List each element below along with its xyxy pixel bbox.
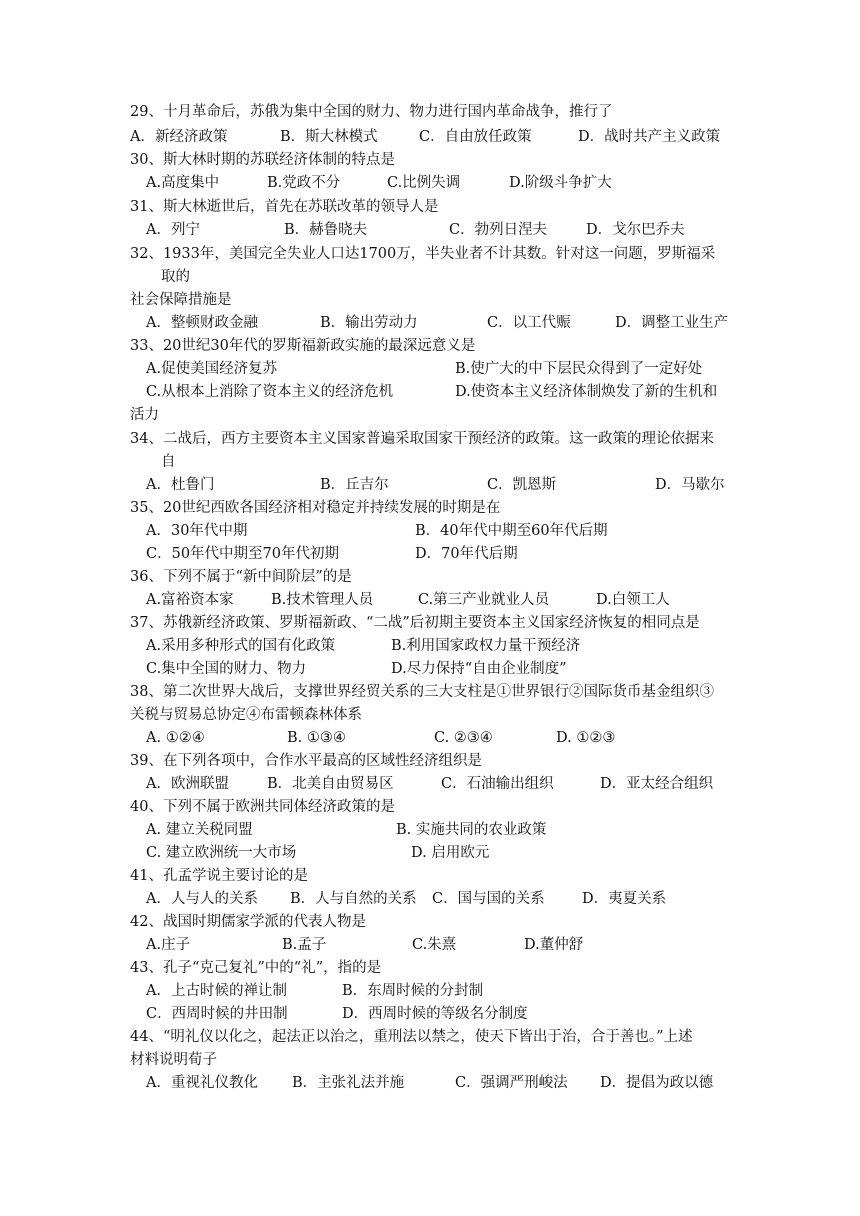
question-44-option-d: D．提倡为政以德 [600, 1075, 714, 1091]
question-41-stem: 41、孔孟学说主要讨论的是 [130, 868, 308, 884]
question-33-option-d-cont: 活力 [130, 407, 159, 423]
question-30-option-c: C.比例失调 [387, 175, 461, 191]
question-33-stem: 33、20世纪30年代的罗斯福新政实施的最深远意义是 [130, 338, 476, 354]
question-44-option-c: C．强调严刑峻法 [455, 1075, 568, 1091]
question-37-option-c: C.集中全国的财力、物力 [146, 661, 307, 677]
question-35-option-d: D．70年代后期 [415, 546, 518, 562]
question-32-stem-line3: 社会保障措施是 [130, 292, 232, 308]
question-31-option-b: B．赫鲁晓夫 [284, 222, 368, 238]
question-36-option-d: D.白领工人 [596, 592, 670, 608]
question-37-option-a: A.采用多种形式的国有化政策 [146, 638, 336, 654]
question-37-option-b: B.利用国家政权力量干预经济 [391, 638, 581, 654]
question-30-option-d: D.阶级斗争扩大 [509, 175, 612, 191]
question-33-option-c: C.从根本上消除了资本主义的经济危机 [146, 384, 394, 400]
question-43-option-a: A．上古时候的禅让制 [146, 983, 287, 999]
question-32-option-b: B．输出劳动力 [320, 315, 418, 331]
question-29-option-d: D．战时共产主义政策 [578, 129, 721, 145]
question-40-option-b: B. 实施共同的农业政策 [396, 822, 547, 838]
question-35-stem: 35、20世纪西欧各国经济相对稳定并持续发展的时期是在 [130, 500, 501, 516]
question-32-option-a: A．整顿财政金融 [146, 315, 258, 331]
question-41-option-a: A．人与人的关系 [146, 891, 258, 907]
question-43-stem: 43、孔子“克己复礼”中的“礼”，指的是 [130, 960, 382, 976]
question-34-option-b: B．丘吉尔 [320, 477, 389, 493]
question-41-option-d: D．夷夏关系 [582, 891, 667, 907]
question-40-option-d: D. 启用欧元 [411, 845, 490, 861]
question-33-option-a: A.促使美国经济复苏 [146, 361, 278, 377]
question-38-option-a: A. ①②④ [146, 730, 205, 746]
question-38-option-d: D. ①②③ [556, 730, 616, 746]
question-43-option-c: C．西周时候的井田制 [146, 1006, 288, 1022]
question-31-option-c: C．勃列日涅夫 [449, 222, 548, 238]
question-36-option-b: B.技术管理人员 [271, 592, 374, 608]
question-39-option-d: D．亚太经合组织 [600, 776, 714, 792]
question-41-option-c: C．国与国的关系 [432, 891, 545, 907]
question-32-stem: 32、1933年，美国完全失业人口达1700万，半失业者不计其数。针对这一问题，罗斯福采 [130, 246, 716, 262]
question-34-stem: 34、二战后，西方主要资本主义国家普遍采取国家干预经济的政策。这一政策的理论依据来 [130, 431, 714, 447]
question-39-option-c: C．石油输出组织 [441, 776, 554, 792]
question-42-stem: 42、战国时期儒家学派的代表人物是 [130, 914, 366, 930]
question-31-option-a: A．列宁 [146, 222, 200, 238]
question-42-option-b: B.孟子 [282, 937, 327, 953]
question-32-option-c: C．以工代赈 [487, 315, 571, 331]
question-30-option-a: A.高度集中 [146, 175, 220, 191]
question-34-stem-cont: 自 [161, 454, 176, 470]
question-38-stem: 38、第二次世界大战后，支撑世界经贸关系的三大支柱是①世界银行②国际货币基金组织③ [130, 684, 714, 700]
question-30-option-b: B.党政不分 [267, 175, 341, 191]
question-42-option-d: D.董仲舒 [524, 937, 584, 953]
question-35-option-c: C．50年代中期至70年代初期 [146, 546, 339, 562]
question-44-stem: 44、“明礼仪以化之，起法正以治之，重刑法以禁之，使天下皆出于治，合于善也。”上述 [130, 1029, 693, 1045]
question-38-option-c: C. ②③④ [434, 730, 493, 746]
question-29-option-a: A．新经济政策 [130, 129, 228, 145]
question-38-option-b: B. ①③④ [287, 730, 346, 746]
question-38-stem-cont: 关税与贸易总协定④布雷顿森林体系 [130, 707, 362, 723]
question-44-option-b: B．主张礼法并施 [292, 1075, 405, 1091]
question-43-option-d: D．西周时候的等级名分制度 [342, 1006, 528, 1022]
question-41-option-b: B．人与自然的关系 [290, 891, 417, 907]
question-40-option-c: C. 建立欧洲统一大市场 [146, 845, 297, 861]
question-29-stem: 29、十月革命后，苏俄为集中全国的财力、物力进行国内革命战争，推行了 [130, 104, 613, 120]
question-37-option-d: D.尽力保持“自由企业制度” [391, 661, 567, 677]
question-34-option-d: D．马歇尔 [655, 477, 725, 493]
question-39-stem: 39、在下列各项中，合作水平最高的区域性经济组织是 [130, 753, 482, 769]
question-35-option-a: A．30年代中期 [146, 523, 248, 539]
question-36-option-c: C.第三产业就业人员 [418, 592, 550, 608]
question-29-option-c: C．自由放任政策 [419, 129, 532, 145]
question-31-stem: 31、斯大林逝世后，首先在苏联改革的领导人是 [130, 199, 439, 215]
question-43-option-b: B．东周时候的分封制 [342, 983, 484, 999]
question-39-option-a: A．欧洲联盟 [146, 776, 229, 792]
question-35-option-b: B．40年代中期至60年代后期 [415, 523, 608, 539]
question-34-option-c: C．凯恩斯 [487, 477, 557, 493]
question-36-stem: 36、下列不属于“新中间阶层”的是 [130, 569, 352, 585]
question-42-option-c: C.朱熹 [412, 937, 457, 953]
question-31-option-d: D．戈尔巴乔夫 [586, 222, 685, 238]
question-34-option-a: A．杜鲁门 [146, 477, 215, 493]
question-37-stem: 37、苏俄新经济政策、罗斯福新政、“二战”后初期主要资本主义国家经济恢复的相同点是 [130, 615, 700, 631]
question-39-option-b: B．北美自由贸易区 [267, 776, 394, 792]
question-33-option-d: D.使资本主义经济体制焕发了新的生机和 [455, 384, 718, 400]
question-36-option-a: A.富裕资本家 [146, 592, 234, 608]
question-32-option-d: D．调整工业生产 [615, 315, 729, 331]
question-44-option-a: A．重视礼仪教化 [146, 1075, 258, 1091]
question-40-stem: 40、下列不属于欧洲共同体经济政策的是 [130, 799, 395, 815]
question-29-option-b: B．斯大林模式 [280, 129, 378, 145]
question-44-stem-cont: 材料说明荀子 [130, 1052, 217, 1068]
question-42-option-a: A.庄子 [146, 937, 191, 953]
question-33-option-b: B.使广大的中下层民众得到了一定好处 [455, 361, 703, 377]
question-32-stem-cont: 取的 [161, 269, 190, 285]
question-40-option-a: A. 建立关税同盟 [146, 822, 253, 838]
question-30-stem: 30、斯大林时期的苏联经济体制的特点是 [130, 152, 395, 168]
